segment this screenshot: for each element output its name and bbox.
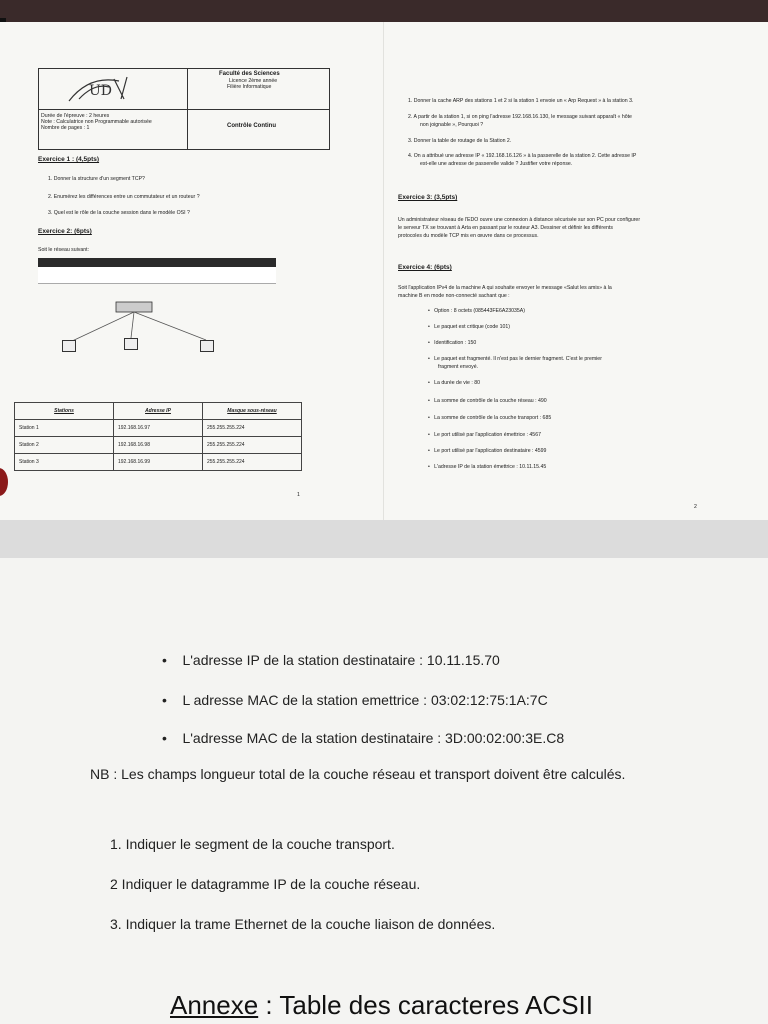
table-cell: Station 3 — [15, 454, 114, 471]
exercise-1-q2: 2. Enumérez les différences entre un commutateur et un routeur ? — [48, 194, 200, 200]
exercise-2-q2: 2. A partir de la station 1, si on ping l'adresse 192.168.16.130, le message suivant apparaît « hôte — [408, 114, 632, 120]
exercise-2-intro: Soit le réseau suivant: — [38, 247, 90, 253]
faculty-name: Faculté des Sciences — [219, 71, 280, 77]
exercise-2-q4: 4. On a attribué une adresse IP « 192.168.16.126 » à la passerelle de la station 2. Cette adresse IP — [408, 153, 637, 159]
table-row — [15, 454, 302, 471]
stations-table — [14, 402, 302, 471]
exercise-3-text: Un administrateur réseau de l'EDO ouvre une connexion à distance sécurisée sur son PC pour configurer — [398, 217, 641, 223]
page-gap — [0, 520, 768, 558]
question-3: 3. Indiquer la trame Ethernet de la couche liaison de données. — [110, 916, 496, 932]
table-cell: 192.168.16.98 — [114, 437, 203, 454]
exam-duration: Durée de l'épreuve : 2 heures — [41, 113, 110, 119]
switch-icon — [116, 302, 152, 312]
calculator-note: Note : Calculatrice non Programmable autorisée — [41, 119, 152, 125]
exercise-2-title: Exercice 2: (6pts) — [38, 228, 92, 235]
exercise-2-q1: 1. Donner la cache ARP des stations 1 et 2 si la station 1 envoie un « Arp Request » à la station 3. — [408, 98, 634, 104]
exercise-4-intro: Soit l'application IPv4 de la machine A qui souhaite envoyer le message «Salut les amis» à la — [398, 285, 612, 291]
table-cell: 255.255.255.224 — [203, 454, 302, 471]
exercise-1-title: Exercice 1 : (4,5pts) — [38, 156, 100, 163]
table-cell: 192.168.16.97 — [114, 420, 203, 437]
annexe-title: Annexe : Table des caracteres ACSII — [170, 990, 593, 1020]
embedded-screenshot-titlebar — [38, 258, 276, 267]
exercise-4-title: Exercice 4: (6pts) — [398, 264, 452, 271]
table-header: Stations — [15, 403, 114, 420]
exam-type: Contrôle Continu — [227, 123, 276, 129]
licence-year: Licence 2ème année — [229, 78, 278, 84]
university-logo-icon — [49, 73, 169, 105]
list-item: • Le paquet est fragmenté. Il n'est pas le dernier fragment. C'est le premier — [428, 356, 602, 362]
table-cell: 255.255.255.224 — [203, 420, 302, 437]
list-item: • L'adresse IP de la station émettrice : 10.11.15.45 — [428, 464, 547, 470]
station-1-computer-icon — [62, 340, 76, 352]
list-item: • L adresse MAC de la station emettrice : 03:02:12:75:1A:7C — [162, 692, 548, 708]
list-item: • L'adresse IP de la station destinataire : 10.11.15.70 — [162, 652, 500, 668]
table-header-row — [15, 403, 302, 420]
page-fold — [383, 22, 384, 520]
station-3-computer-icon — [200, 340, 214, 352]
embedded-screenshot-toolbar — [38, 267, 276, 284]
list-item: • La somme de contrôle de la couche transport : 685 — [428, 415, 552, 421]
list-item: • Le port utilisé par l'application destinataire : 4599 — [428, 448, 547, 454]
list-item: • Identification : 150 — [428, 340, 477, 346]
exercise-3-text: le serveur TX se trouvant à Arta en passant par le routeur A3. Dessiner et définir les différents — [398, 225, 613, 231]
table-header: Masque sous-réseau — [203, 403, 302, 420]
list-item: • Le paquet est critique (code 101) — [428, 324, 510, 330]
filiere: Filière Informatique — [227, 84, 272, 90]
list-item: • La durée de vie : 80 — [428, 380, 480, 386]
nb-note: NB : Les champs longueur total de la couche réseau et transport doivent être calculés. — [90, 766, 626, 782]
exercise-1-q3: 3. Quel est le rôle de la couche session dans le modèle OSI ? — [48, 210, 190, 216]
list-item: • L'adresse MAC de la station destinataire : 3D:00:02:00:3E.C8 — [162, 730, 565, 746]
question-2: 2 Indiquer le datagramme IP de la couche réseau. — [110, 876, 421, 892]
question-1: 1. Indiquer le segment de la couche transport. — [110, 836, 395, 852]
exercise-2-q2-cont: non joignable », Pourquoi ? — [420, 122, 484, 128]
table-cell: Station 1 — [15, 420, 114, 437]
table-header: Adresse IP — [114, 403, 203, 420]
exercise-3-title: Exercice 3: (3,5pts) — [398, 194, 458, 201]
table-cell: Station 2 — [15, 437, 114, 454]
table-row — [15, 437, 302, 454]
exam-page-bottom — [0, 558, 768, 1024]
list-item: • Le port utilisé par l'application émettrice : 4567 — [428, 432, 541, 438]
table-cell: 255.255.255.224 — [203, 437, 302, 454]
page-number-1: 1 — [297, 492, 300, 498]
list-item: • La somme de contrôle de la couche réseau : 490 — [428, 398, 547, 404]
table-row — [15, 420, 302, 437]
exam-header-box — [38, 68, 330, 150]
exercise-4-intro: machine B en mode non-connecté sachant que : — [398, 293, 510, 299]
exercise-2-q3: 3. Donner la table de routage de la Station 2. — [408, 138, 512, 144]
list-item: • Option : 8 octets (085443FE6A23035A) — [428, 308, 525, 314]
exercise-1-q1: 1. Donner la structure d'un segment TCP? — [48, 176, 145, 182]
table-cell: 192.168.16.99 — [114, 454, 203, 471]
page-number-2: 2 — [694, 504, 697, 510]
exercise-2-q4-cont: est-elle une adresse de passerelle valide ? Justifier votre réponse. — [420, 161, 573, 167]
list-item-cont: fragment envoyé. — [438, 364, 479, 370]
exercise-3-text: protocoles du modèle TCP mis en œuvre dans ce processus. — [398, 233, 539, 239]
station-2-computer-icon — [124, 338, 138, 350]
page-count: Nombre de pages : 1 — [41, 125, 90, 131]
svg-text:UD: UD — [89, 83, 113, 99]
